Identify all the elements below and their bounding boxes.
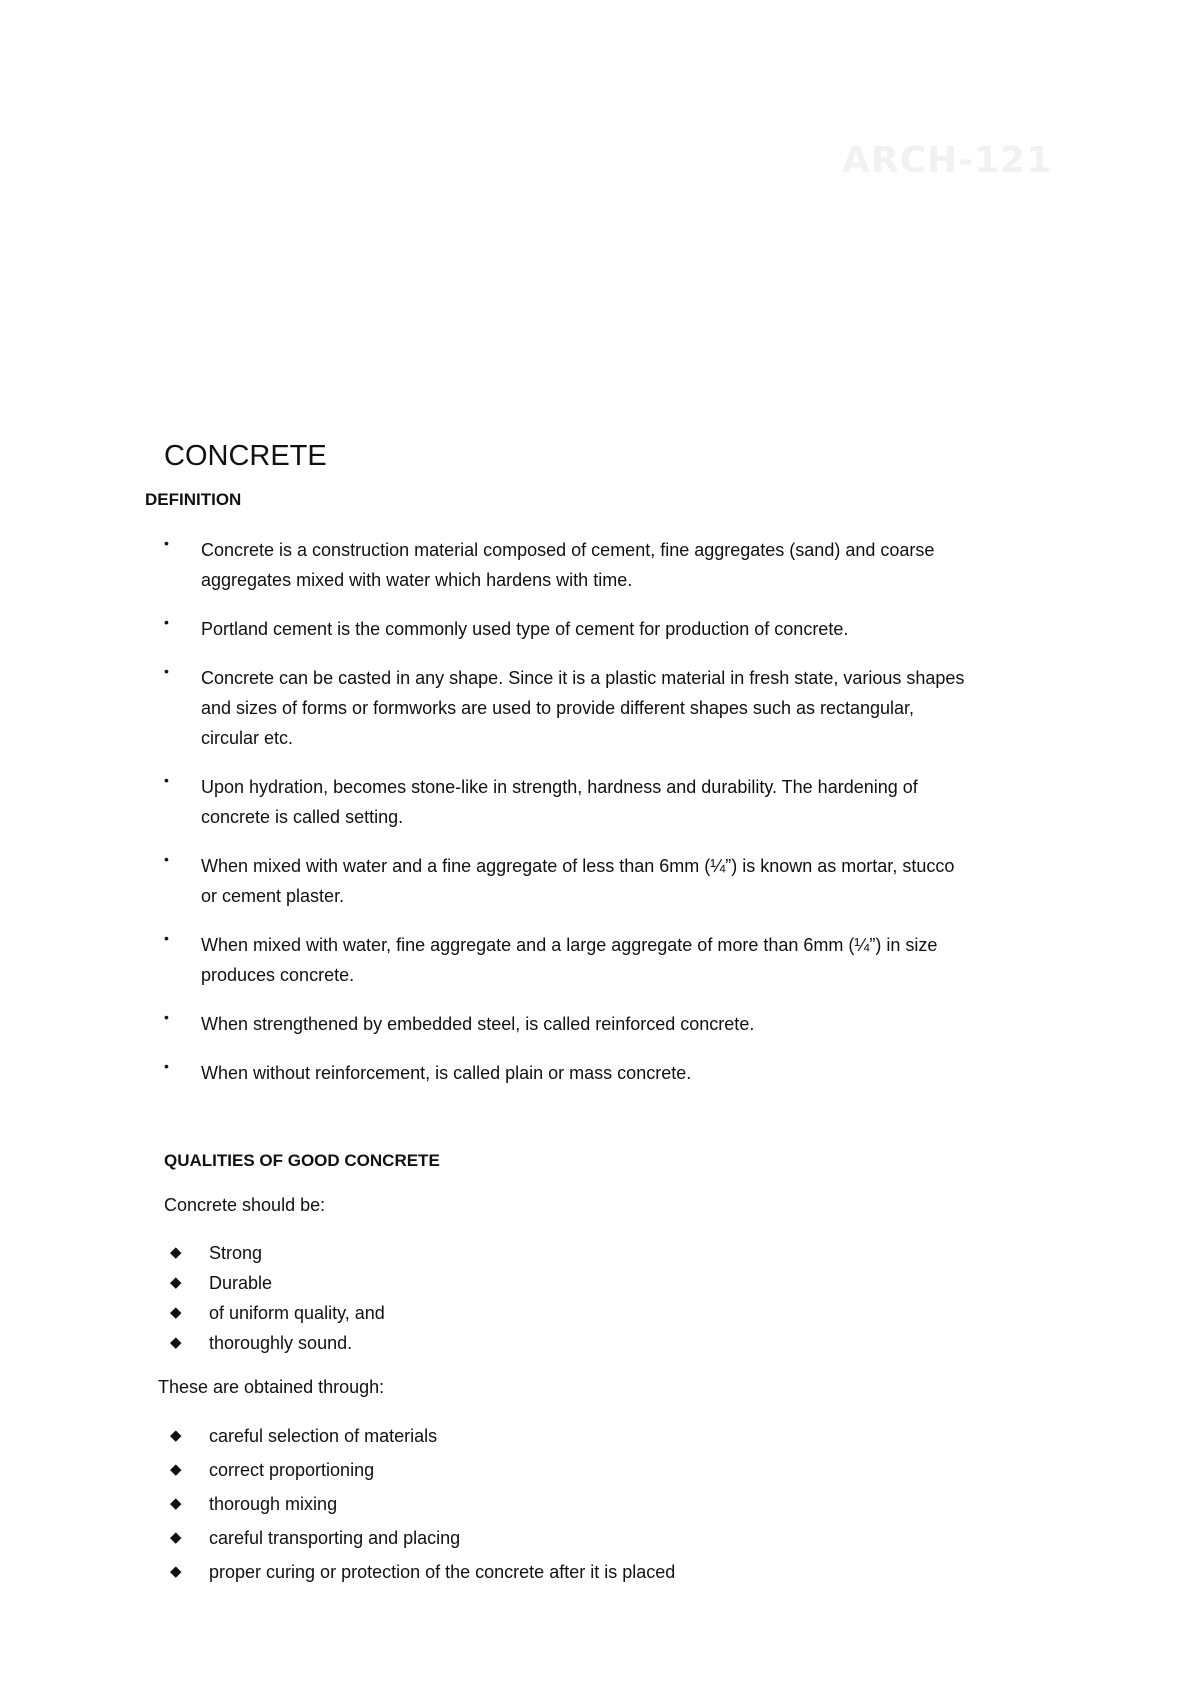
list-item-text: [201, 930, 1061, 990]
text-line: aggregates mixed with water which hardens with time.: [201, 570, 633, 590]
bullet-icon: •: [164, 772, 169, 788]
page-title: CONCRETE: [164, 440, 327, 472]
text-line: or cement plaster.: [201, 886, 345, 906]
text-line: When mixed with water and a fine aggregate of less than 6mm (¼”) is known as mortar, stucco: [201, 856, 955, 876]
list-item: [0, 1303, 1200, 1333]
bullet-icon: •: [164, 614, 169, 630]
text-line: When mixed with water, fine aggregate and a large aggregate of more than 6mm (¼”) in size: [201, 935, 938, 955]
list-item-text: thoroughly sound.: [209, 1333, 353, 1353]
list-item-text: [201, 1009, 1061, 1039]
bullet-icon: •: [164, 851, 169, 867]
text-line: When without reinforcement, is called plain or mass concrete.: [201, 1063, 692, 1083]
text-line: circular etc.: [201, 728, 294, 748]
list-item-text: [201, 772, 1061, 832]
list-item-text: Strong: [209, 1243, 263, 1263]
list-item-text: [201, 535, 1061, 595]
bullet-icon: •: [164, 1009, 169, 1025]
list-item: [0, 1333, 1200, 1363]
bullet-icon: •: [164, 535, 169, 551]
bullet-icon: ◆: [170, 1461, 182, 1478]
bullet-icon: •: [164, 1058, 169, 1074]
bullet-icon: ◆: [170, 1427, 182, 1444]
text-line: produces concrete.: [201, 965, 355, 985]
text-line: concrete is called setting.: [201, 807, 404, 827]
list-item: [0, 1460, 1200, 1490]
bullet-icon: •: [164, 930, 169, 946]
list-item-text: correct proportioning: [209, 1460, 375, 1480]
bullet-icon: ◆: [170, 1334, 182, 1351]
text-line: Portland cement is the commonly used type of cement for production of concrete.: [201, 619, 849, 639]
text-line: When strengthened by embedded steel, is called reinforced concrete.: [201, 1014, 755, 1034]
list-item-text: [201, 1058, 1061, 1088]
definition-heading: DEFINITION: [145, 490, 242, 509]
text-line: Upon hydration, becomes stone-like in strength, hardness and durability. The hardening of: [201, 777, 918, 797]
list-item: [0, 1426, 1200, 1456]
bullet-icon: ◆: [170, 1304, 182, 1321]
bullet-icon: ◆: [170, 1563, 182, 1580]
list-item: [0, 1273, 1200, 1303]
bullet-icon: •: [164, 663, 169, 679]
qualities-heading: QUALITIES OF GOOD CONCRETE: [164, 1151, 440, 1170]
text-line: Concrete can be casted in any shape. Since it is a plastic material in fresh state, various shapes: [201, 668, 965, 688]
list-item-text: thorough mixing: [209, 1494, 338, 1514]
list-item: [0, 1243, 1200, 1273]
bullet-icon: ◆: [170, 1274, 182, 1291]
list-item-text: [201, 663, 1061, 753]
list-item: [0, 1562, 1200, 1592]
list-item-text: [201, 614, 1061, 644]
list-item-text: careful transporting and placing: [209, 1528, 461, 1548]
bullet-icon: ◆: [170, 1495, 182, 1512]
course-code-watermark: ARCH-121: [842, 140, 1053, 181]
qualities-intro: Concrete should be:: [164, 1195, 326, 1215]
obtained-intro: These are obtained through:: [158, 1377, 385, 1397]
list-item-text: of uniform quality, and: [209, 1303, 385, 1323]
list-item-text: [201, 851, 1061, 911]
list-item-text: careful selection of materials: [209, 1426, 438, 1446]
text-line: Concrete is a construction material composed of cement, fine aggregates (sand) and coarse: [201, 540, 935, 560]
list-item-text: Durable: [209, 1273, 273, 1293]
text-line: and sizes of forms or formworks are used to provide different shapes such as rectangular,: [201, 698, 915, 718]
list-item: [0, 1528, 1200, 1558]
bullet-icon: ◆: [170, 1244, 182, 1261]
list-item-text: proper curing or protection of the concrete after it is placed: [209, 1562, 676, 1582]
list-item: [0, 1494, 1200, 1524]
bullet-icon: ◆: [170, 1529, 182, 1546]
